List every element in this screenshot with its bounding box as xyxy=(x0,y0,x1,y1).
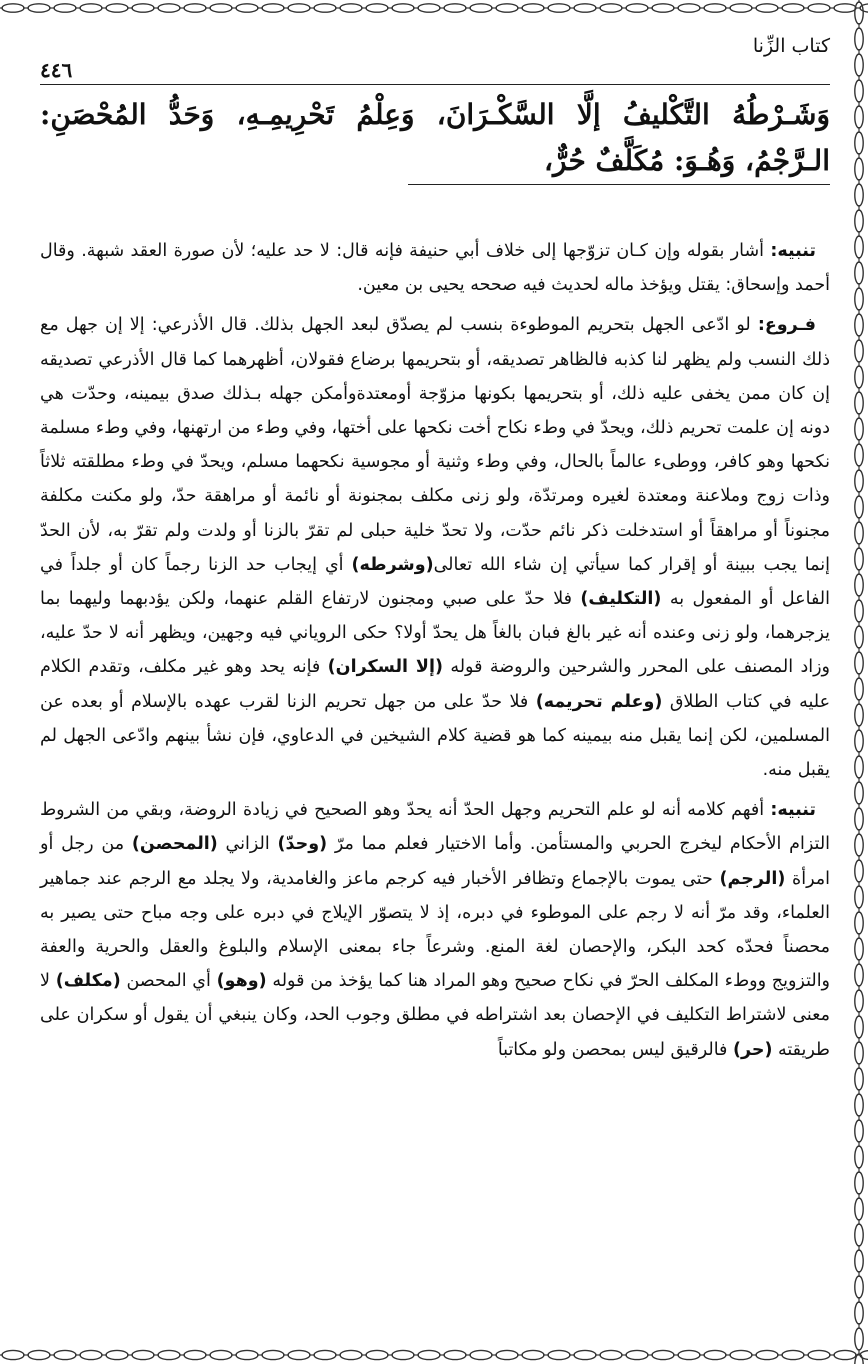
paragraph-text: فإنه يحد وهو غير مكلف، وتقدم الكلام عليه في كتاب الطلاق xyxy=(40,657,831,712)
quoted-matn: (وحدّ) xyxy=(277,834,328,855)
quoted-matn: (حر) xyxy=(732,1039,773,1060)
paragraph-text: الزاني xyxy=(217,834,278,855)
quoted-matn: (مكلف) xyxy=(55,971,121,992)
ornamental-border-right-icon xyxy=(850,0,868,1364)
commentary-paragraph-1 xyxy=(40,234,830,302)
running-head: كتاب الزِّنا xyxy=(752,35,830,57)
paragraph-text: أشار بقوله وإن كـان تزوّجها إلى خلاف أبي حنيفة فإنه قال: لا حد عليه؛ لأن صورة العقد شبهة. وقال أحمد وإسحاق: يقتل ويؤخذ ماله لحديث فيه صححه يحيى بن معين. xyxy=(40,241,830,296)
commentary xyxy=(40,234,830,1067)
paragraph-text: فالرقيق ليس بمحصن ولو مكاتباً xyxy=(497,1039,733,1060)
paragraph-text: من رجل أو امرأة xyxy=(40,834,830,889)
paragraph-text: فلا حدّ على صبي ومجنون لارتفاع القلم عنهما، ولكن يؤدبهما وليهما بما يزجرهما، ولو زنى وعنده أنه غير بالغ فبان بالغاً هل يحدّ أولا؟ حكى الروياني فيه وجهين، ويظهر أنه لا حدّ عليه، وزاد المصنف على المحرر والشرحين والروضة قوله xyxy=(40,589,830,678)
matn-text: وَشَـرْطُهُ التَّكْليفُ إلَّا السَّكْـرَانَ، وَعِلْمُ تَحْرِيمِـهِ، وَحَدُّ المُحْصَنِ: الـرَّجْمُ، وَهُـوَ: مُكَلَّفٌ حُرٌّ، xyxy=(40,98,830,177)
note-lead: تنبيه: xyxy=(770,800,816,821)
header-rule xyxy=(40,84,830,85)
paragraph-text: لو ادّعى الجهل بتحريم الموطوءة بنسب لم يصدّق لبعد الجهل بذلك. قال الأذرعي: إلا إن جهل مع ذلك النسب ولم يظهر لنا كذبه فالظاهر تصديقه، أو بتحريمها برضاع فقولان، أظهرهما كما قال الأذرعي تصديقه إن كان ممن يخفى عليه ذلك، أو بتحريمها بكونها مزوّجة أومعتدةوأمكن جهله بـذلك صدق بيمينه، وحدّت هي دونه إن علمت تحريم ذلك، ويحدّ في وطء نكاح أخت نكحها على أختها، وفي وطء من ارتهنها، وفي وطء مسلمة نكحها وهو كافر، ووطىء عالماً بالحال، وفي وطء وثنية أو مجوسية نكحهما مسلم، ويحدّ في وطء مطلقته ثلاثاً وذات زوج وملاعنة ومعتدة لغيره ومرتدّة، ولو زنى مكلف بمجنونة أو نائمة أو مراهقة حدّ، ولو مكنت مكلفة مجنوناً أو مراهقاً أو استدخلت ذكر نائم حدّت، ولا تحدّ خلية حبلى لم تقرّ بالزنا أو ولدت ولم تقرّ به، لأن الحدّ إنما يجب ببينة أو إقرار كما سيأتي إن شاء الله تعالى xyxy=(40,315,830,575)
ornamental-border-top-icon xyxy=(0,0,868,14)
page-number: ٤٤٦ xyxy=(40,58,73,82)
paragraph-text: لا معنى لاشتراط التكليف في الإحصان بعد اشتراطه في مطلق وجوب الحد، وكان ينبغي أن يقول أو سكران على طريقته xyxy=(40,971,830,1060)
quoted-matn: (المحصن) xyxy=(131,834,218,855)
quoted-matn: (وعلم تحريمه) xyxy=(535,691,663,712)
quoted-matn: (التكليف) xyxy=(580,589,662,610)
commentary-paragraph-3 xyxy=(40,793,830,1067)
paragraph-text: فلا حدّ على من جهل تحريم الزنا لقرب عهده بالإسلام أو بعده عن المسلمين، لكن إنما يقبل منه بيمينه كما هو قضية كلام الشيخين في الدعاوي، فإن نشأ بينهم وادّعى الجهل لم يقبل منه. xyxy=(40,691,830,781)
matn-separator-rule xyxy=(408,184,830,185)
page-header xyxy=(40,18,830,90)
ornamental-border-bottom-icon xyxy=(0,1346,868,1364)
paragraph-text: أي المحصن xyxy=(120,971,217,992)
quoted-matn: (إلا السكران) xyxy=(327,657,443,678)
paragraph-text: أفهم كلامه أنه لو علم التحريم وجهل الحدّ أنه يحدّ وهو الصحيح في زيادة الروضة، وبقي من الشروط التزام الأحكام ليخرج الحربي والمستأمن. وأما الاختيار فعلم مما مرّ xyxy=(40,800,831,855)
commentary-paragraph-2 xyxy=(40,308,830,787)
note-lead: تنبيه: xyxy=(770,241,816,261)
quoted-matn: (وهو) xyxy=(216,971,267,992)
paragraph-text: أي إيجاب حد الزنا رجماً كان أو جلداً في الفاعل أو المفعول به xyxy=(40,554,830,610)
furu-lead: فـروع: xyxy=(757,315,816,336)
paragraph-text: حتى يموت بالإجماع وتظافر الأخبار فيه كرجم ماعز والغامدية، ولا يجلد مع الرجم عند جماهير العلماء، وقد مرّ أنه لا رجم على الموطوء في دبره، إذ لا يتصوّر الإيلاج في دبره على وجه مباح حتى يصير به محصناً فحدّه كحد البكر، والإحصان لغة المنع. وشرعاً جاء بمعنى الإسلام والبلوغ والعقل والحرية والعفة والتزويج ووطء المكلف الحرّ في نكاح صحيح وهو المراد هنا كما يؤخذ من قوله xyxy=(40,868,831,992)
quoted-matn: (الرجم) xyxy=(719,868,786,889)
quoted-matn: (وشرطه) xyxy=(351,554,434,575)
